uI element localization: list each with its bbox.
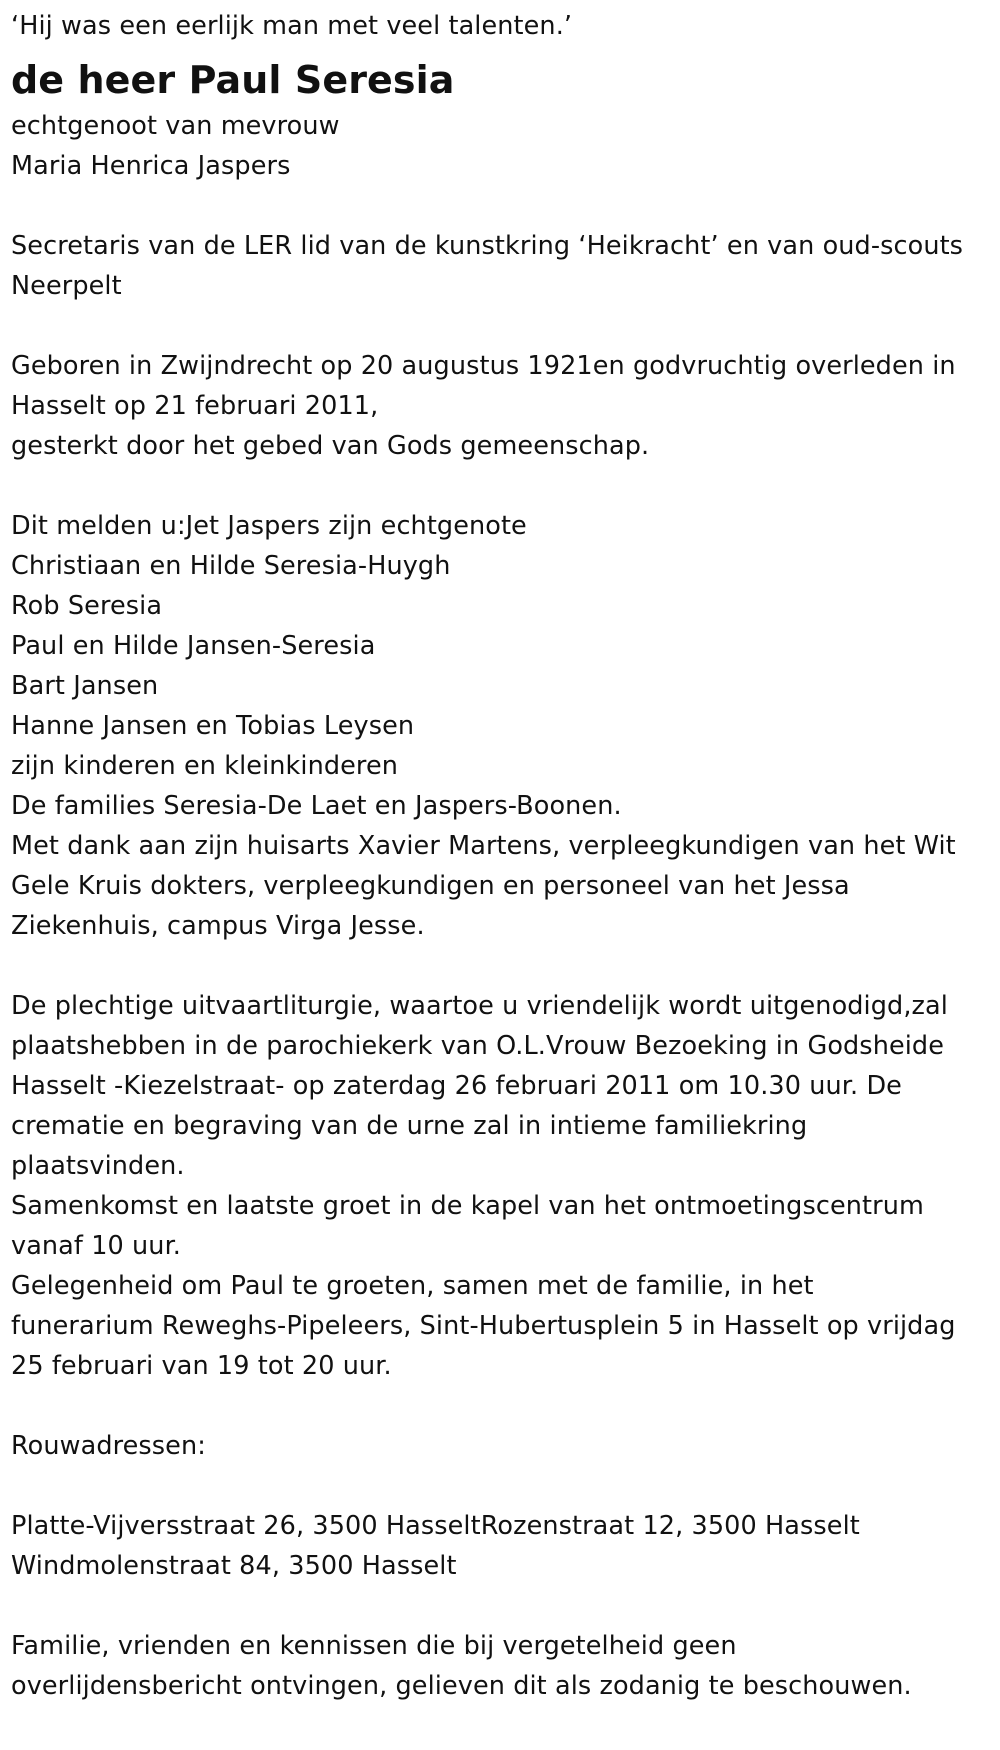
announcement-line-10: Gele Kruis dokters, verpleegkundigen en personeel van het Jessa [11,871,850,901]
spouse-line-1: echtgenoot van mevrouw [11,111,340,141]
paragraph-gap [11,186,996,226]
announcement-section [11,506,996,946]
roles-section [11,226,996,306]
birth-death-line-3: gesterkt door het gebed van Gods gemeenschap. [11,431,650,461]
obituary-document [11,6,996,1706]
paragraph-gap [11,466,996,506]
ceremony-line-4: crematie en begraving van de urne zal in intieme familiekring [11,1111,808,1141]
spouse-section [11,106,996,186]
memorial-quote: ‘Hij was een eerlijk man met veel talenten.’ [11,11,573,41]
roles-line-2: Neerpelt [11,271,122,301]
roles-line-1: Secretaris van de LER lid van de kunstkring ‘Heikracht’ en van oud-scouts [11,231,964,261]
paragraph-gap [11,306,996,346]
announcement-line-7: zijn kinderen en kleinkinderen [11,751,398,781]
announcement-line-6: Hanne Jansen en Tobias Leysen [11,711,415,741]
announcement-line-11: Ziekenhuis, campus Virga Jesse. [11,911,425,941]
ceremony-line-1: De plechtige uitvaartliturgie, waartoe u vriendelijk wordt uitgenodigd,zal [11,991,948,1021]
addresses-heading: Rouwadressen: [11,1431,206,1461]
address-line-2: Windmolenstraat 84, 3500 Hasselt [11,1551,457,1581]
announcement-line-3: Rob Seresia [11,591,163,621]
birth-death-section [11,346,996,466]
announcement-line-9: Met dank aan zijn huisarts Xavier Martens, verpleegkundigen van het Wit [11,831,956,861]
ceremony-line-3: Hasselt -Kiezelstraat- op zaterdag 26 februari 2011 om 10.30 uur. De [11,1071,902,1101]
address-line-1: Platte-Vijversstraat 26, 3500 HasseltRozenstraat 12, 3500 Hasselt [11,1511,860,1541]
birth-death-line-2: Hasselt op 21 februari 2011, [11,391,379,421]
spouse-line-2: Maria Henrica Jaspers [11,151,291,181]
closing-section [11,1626,996,1706]
closing-line-2: overlijdensbericht ontvingen, gelieven dit als zodanig te beschouwen. [11,1671,912,1701]
ceremony-line-10: 25 februari van 19 tot 20 uur. [11,1351,392,1381]
paragraph-gap [11,1586,996,1626]
ceremony-section [11,986,996,1386]
ceremony-line-5: plaatsvinden. [11,1151,185,1181]
paragraph-gap [11,946,996,986]
ceremony-line-6: Samenkomst en laatste groet in de kapel van het ontmoetingscentrum [11,1191,924,1221]
ceremony-line-8: Gelegenheid om Paul te groeten, samen met de familie, in het [11,1271,814,1301]
ceremony-line-9: funerarium Reweghs-Pipeleers, Sint-Hubertusplein 5 in Hasselt op vrijdag [11,1311,956,1341]
announcement-line-8: De families Seresia-De Laet en Jaspers-Boonen. [11,791,622,821]
paragraph-gap [11,1386,996,1426]
paragraph-gap [11,1466,996,1506]
closing-line-1: Familie, vrienden en kennissen die bij vergetelheid geen [11,1631,737,1661]
birth-death-line-1: Geboren in Zwijndrecht op 20 augustus 1921en godvruchtig overleden in [11,351,956,381]
ceremony-line-2: plaatshebben in de parochiekerk van O.L.Vrouw Bezoeking in Godsheide [11,1031,945,1061]
ceremony-line-7: vanaf 10 uur. [11,1231,182,1261]
announcement-line-4: Paul en Hilde Jansen-Seresia [11,631,376,661]
announcement-line-1: Dit melden u:Jet Jaspers zijn echtgenote [11,511,527,541]
announcement-line-5: Bart Jansen [11,671,159,701]
deceased-name-title: de heer Paul Seresia [11,58,455,102]
announcement-line-2: Christiaan en Hilde Seresia-Huygh [11,551,451,581]
addresses-section [11,1506,996,1586]
